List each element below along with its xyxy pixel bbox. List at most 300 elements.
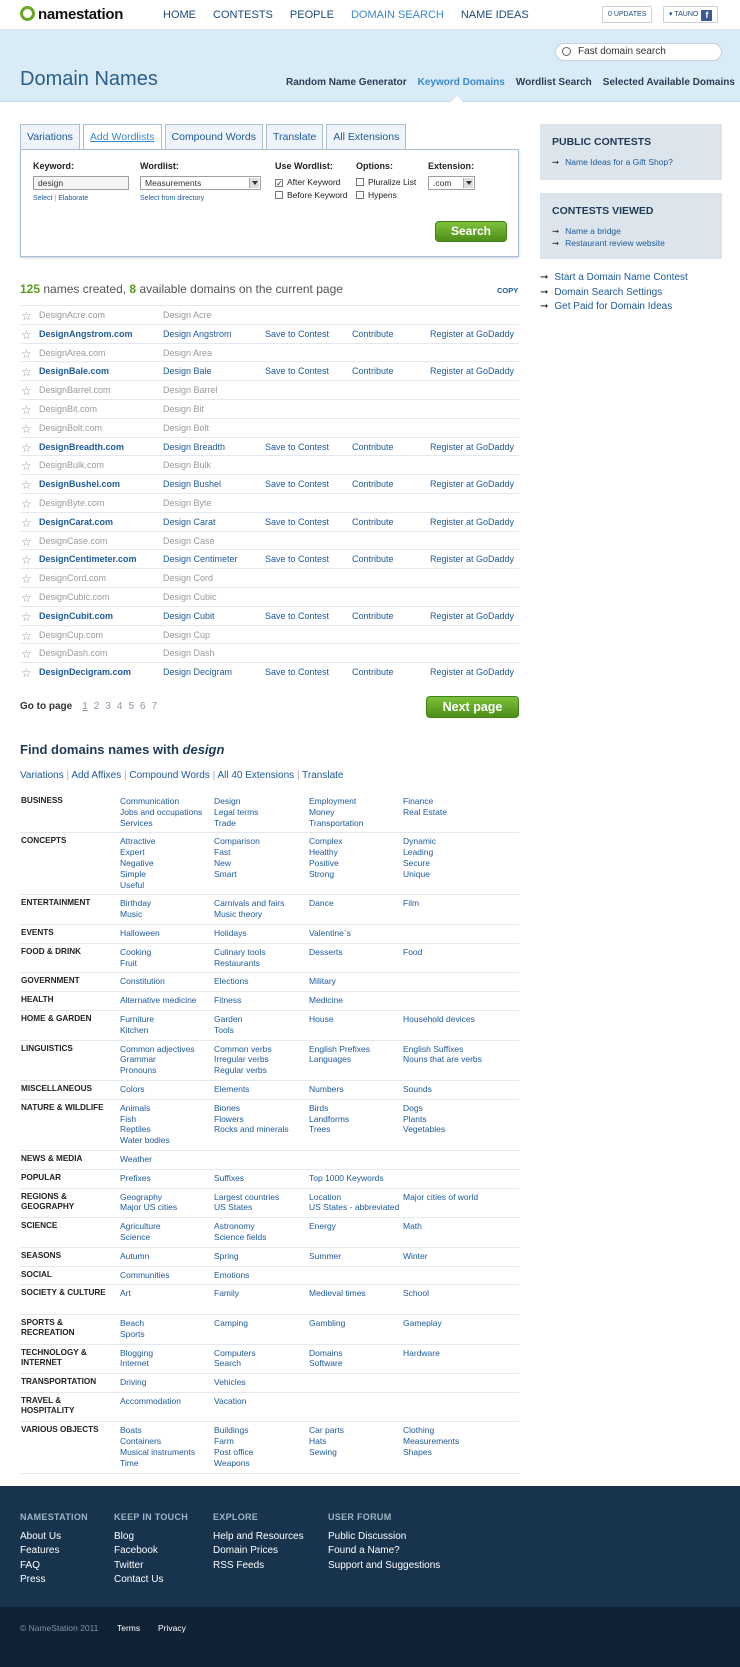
- footer-link[interactable]: Twitter: [114, 1559, 144, 1571]
- category-column: [214, 1251, 239, 1262]
- category-link[interactable]: Military: [309, 976, 336, 987]
- save-to-contest-link[interactable]: Save to Contest: [265, 366, 330, 377]
- star-icon[interactable]: ☆: [21, 365, 32, 380]
- domain-link[interactable]: DesignBulk.com: [39, 460, 105, 471]
- elaborate-link[interactable]: Elaborate: [58, 195, 89, 202]
- domain-link[interactable]: DesignDecigram.com: [39, 667, 132, 678]
- page-link-3[interactable]: 3: [105, 701, 111, 712]
- category-link[interactable]: Science: [120, 1231, 151, 1242]
- category-link[interactable]: Dance: [309, 898, 334, 909]
- public-contest-item[interactable]: ➞ Name Ideas for a Gift Shop?: [552, 157, 673, 167]
- category-link[interactable]: Garden: [214, 1013, 243, 1024]
- star-icon[interactable]: ☆: [21, 402, 32, 417]
- category-link[interactable]: Legal terms: [214, 806, 259, 817]
- register-godaddy-link[interactable]: Register at GoDaddy: [430, 516, 515, 527]
- search-icon: [562, 47, 571, 56]
- category-link[interactable]: Car parts: [309, 1425, 344, 1436]
- category-link[interactable]: Birds: [309, 1102, 329, 1113]
- category-link[interactable]: Spring: [214, 1250, 239, 1261]
- category-link[interactable]: Desserts: [309, 946, 343, 957]
- category-link[interactable]: Autumn: [120, 1250, 150, 1261]
- star-icon[interactable]: ☆: [21, 628, 32, 643]
- category-link[interactable]: Finance: [403, 796, 434, 806]
- before-keyword-checkbox[interactable]: Before Keyword: [275, 190, 347, 200]
- copy-button[interactable]: COPY: [497, 286, 519, 295]
- get-paid-link[interactable]: ➞ Get Paid for Domain Ideas: [540, 301, 673, 312]
- category-link[interactable]: House: [309, 1013, 334, 1024]
- category-link[interactable]: Hardware: [403, 1347, 440, 1358]
- category-link[interactable]: Design: [214, 796, 241, 806]
- category-link[interactable]: Software: [309, 1358, 343, 1369]
- keyword-input[interactable]: design: [33, 176, 129, 190]
- category-link[interactable]: Art: [120, 1288, 131, 1299]
- footer-link[interactable]: About Us: [20, 1530, 62, 1542]
- category-link[interactable]: Internet: [120, 1358, 149, 1369]
- category-link[interactable]: US States - abbreviated: [309, 1202, 400, 1213]
- category-link[interactable]: Smart: [214, 868, 237, 879]
- domain-link[interactable]: DesignCord.com: [39, 573, 107, 584]
- category-link[interactable]: Complex: [309, 836, 343, 847]
- category-column: [120, 1192, 177, 1214]
- domain-link[interactable]: DesignCarat.com: [39, 516, 114, 527]
- nav-item-home[interactable]: HOME: [163, 9, 196, 21]
- find-link-all-40-extensions[interactable]: All 40 Extensions: [217, 770, 295, 781]
- name-text: Design Carat: [163, 516, 216, 527]
- category-link[interactable]: Food: [403, 946, 423, 957]
- footer-link[interactable]: Blog: [114, 1530, 135, 1542]
- category-link[interactable]: School: [403, 1288, 429, 1299]
- tab-add-wordlists[interactable]: Add Wordlists: [83, 124, 162, 150]
- category-link[interactable]: Suffixes: [214, 1172, 245, 1183]
- nav-item-people[interactable]: PEOPLE: [289, 9, 334, 21]
- star-icon[interactable]: ☆: [21, 384, 32, 399]
- viewed-contest-item[interactable]: ➞ Name a bridge: [552, 226, 621, 236]
- register-godaddy-link[interactable]: Register at GoDaddy: [430, 328, 515, 339]
- category-link[interactable]: Medieval times: [309, 1288, 366, 1299]
- save-to-contest-link[interactable]: Save to Contest: [265, 554, 330, 565]
- contribute-link[interactable]: Contribute: [352, 667, 394, 678]
- category-link[interactable]: Largest countries: [214, 1191, 280, 1202]
- category-link[interactable]: Water bodies: [120, 1135, 170, 1146]
- page-link-6[interactable]: 6: [140, 701, 146, 712]
- category-link[interactable]: Tools: [214, 1024, 234, 1035]
- domain-link[interactable]: DesignBarrel.com: [39, 385, 111, 396]
- table-row: [20, 625, 519, 644]
- category-link[interactable]: Birthday: [120, 898, 152, 909]
- category-link[interactable]: Blogging: [120, 1347, 154, 1358]
- category-link[interactable]: Weather: [120, 1153, 152, 1164]
- category-link[interactable]: Secure: [403, 857, 430, 868]
- save-to-contest-link[interactable]: Save to Contest: [265, 667, 330, 678]
- category-link[interactable]: Communication: [120, 796, 180, 806]
- category-column: [120, 947, 151, 969]
- category-link[interactable]: Summer: [309, 1250, 342, 1261]
- category-link[interactable]: Pronouns: [120, 1065, 157, 1076]
- category-link[interactable]: Communities: [120, 1269, 170, 1280]
- category-link[interactable]: Sports: [120, 1328, 145, 1339]
- tab-all-extensions[interactable]: All Extensions: [326, 124, 406, 149]
- category-link[interactable]: Family: [214, 1288, 240, 1299]
- nav-item-name-ideas[interactable]: NAME IDEAS: [460, 9, 529, 21]
- name-text: Design Bolt: [163, 422, 210, 433]
- category-link[interactable]: Farm: [214, 1436, 234, 1447]
- privacy-link[interactable]: Privacy: [158, 1623, 186, 1633]
- footer-link[interactable]: RSS Feeds: [213, 1559, 265, 1571]
- extension-select[interactable]: .com: [428, 176, 475, 190]
- contribute-link[interactable]: Contribute: [352, 554, 394, 565]
- category-link[interactable]: Employment: [309, 796, 357, 806]
- register-godaddy-link[interactable]: Register at GoDaddy: [430, 610, 515, 621]
- category-link[interactable]: US States: [214, 1202, 253, 1213]
- category-link[interactable]: Search: [214, 1358, 241, 1369]
- category-link[interactable]: Kitchen: [120, 1024, 149, 1035]
- subnav-keyword-domains[interactable]: Keyword Domains: [417, 77, 505, 88]
- star-icon[interactable]: ☆: [21, 666, 32, 681]
- category-column: [403, 1251, 428, 1262]
- category-column: [403, 1103, 445, 1135]
- user-menu[interactable]: [663, 6, 718, 23]
- category-link[interactable]: Driving: [120, 1377, 147, 1388]
- logo[interactable]: namestation: [20, 6, 123, 23]
- category-link[interactable]: Animals: [120, 1102, 151, 1113]
- tab-translate[interactable]: Translate: [266, 124, 323, 149]
- category-link[interactable]: Healthy: [309, 847, 338, 858]
- domain-link[interactable]: DesignBreadth.com: [39, 441, 125, 452]
- category-link[interactable]: Buildings: [214, 1425, 249, 1436]
- footer-link[interactable]: Press: [20, 1574, 46, 1585]
- updates-button[interactable]: 0 UPDATES: [602, 6, 652, 23]
- footer-link[interactable]: Facebook: [114, 1545, 158, 1556]
- category-link[interactable]: Sounds: [403, 1083, 432, 1094]
- category-link[interactable]: Time: [120, 1457, 139, 1468]
- category-column: [120, 1288, 131, 1299]
- category-link[interactable]: Colors: [120, 1083, 145, 1094]
- category-link[interactable]: Major US cities: [120, 1202, 178, 1213]
- category-link[interactable]: English Suffixes: [403, 1043, 464, 1054]
- category-link[interactable]: Cooking: [120, 946, 152, 957]
- category-link[interactable]: Culinary tools: [214, 946, 266, 957]
- domain-link[interactable]: DesignCubit.com: [39, 610, 114, 621]
- category-link[interactable]: Common verbs: [214, 1043, 272, 1054]
- category-link[interactable]: Prefixes: [120, 1172, 151, 1183]
- star-icon[interactable]: ☆: [21, 572, 32, 587]
- category-link[interactable]: Regular verbs: [214, 1065, 267, 1076]
- category-link[interactable]: Gameplay: [403, 1317, 442, 1328]
- star-icon[interactable]: ☆: [21, 327, 32, 342]
- after-keyword-checkbox[interactable]: ✓ After Keyword: [276, 177, 341, 188]
- category-link[interactable]: Boats: [120, 1425, 142, 1436]
- tab-compound-words[interactable]: Compound Words: [165, 124, 263, 149]
- public-contests-box: [540, 124, 722, 180]
- domain-link[interactable]: DesignBit.com: [39, 403, 98, 414]
- hypens-checkbox[interactable]: Hypens: [356, 190, 397, 200]
- search-button[interactable]: Search: [435, 221, 507, 242]
- footer-link[interactable]: Contact Us: [114, 1574, 164, 1585]
- category-link[interactable]: Languages: [309, 1054, 352, 1065]
- category-link[interactable]: Alternative medicine: [120, 995, 197, 1006]
- category-link[interactable]: Holidays: [214, 927, 247, 938]
- category-link[interactable]: Shapes: [403, 1447, 432, 1458]
- category-link[interactable]: Fruit: [120, 957, 137, 968]
- category-link[interactable]: Math: [403, 1221, 422, 1232]
- category-link[interactable]: Furniture: [120, 1013, 155, 1024]
- category-column: [403, 1425, 459, 1457]
- star-icon[interactable]: ☆: [21, 459, 32, 474]
- contribute-link[interactable]: Contribute: [352, 328, 394, 339]
- contribute-link[interactable]: Contribute: [352, 610, 394, 621]
- register-godaddy-link[interactable]: Register at GoDaddy: [430, 366, 515, 377]
- category-row: [20, 1170, 519, 1189]
- star-icon[interactable]: ☆: [21, 496, 32, 511]
- footer-link[interactable]: Public Discussion: [328, 1530, 407, 1542]
- wordlist-select[interactable]: Measurements: [140, 176, 261, 190]
- save-to-contest-link[interactable]: Save to Contest: [265, 610, 330, 621]
- category-link[interactable]: Negative: [120, 857, 154, 868]
- category-link[interactable]: Agriculture: [120, 1221, 161, 1232]
- category-link[interactable]: Sewing: [309, 1447, 337, 1458]
- category-link[interactable]: Gambling: [309, 1317, 346, 1328]
- register-godaddy-link[interactable]: Register at GoDaddy: [430, 667, 515, 678]
- star-icon[interactable]: ☆: [21, 478, 32, 493]
- register-godaddy-link[interactable]: Register at GoDaddy: [430, 554, 515, 565]
- category-link[interactable]: Irregular verbs: [214, 1054, 269, 1065]
- category-column: [120, 836, 155, 890]
- register-godaddy-link[interactable]: Register at GoDaddy: [430, 479, 515, 490]
- category-link[interactable]: Fish: [120, 1113, 137, 1124]
- category-link[interactable]: Elements: [214, 1083, 250, 1094]
- category-name: POPULAR: [21, 1172, 62, 1182]
- category-link[interactable]: Landforms: [309, 1113, 350, 1124]
- category-link[interactable]: Trade: [214, 817, 236, 828]
- star-icon[interactable]: ☆: [21, 309, 32, 323]
- footer-link[interactable]: Help and Resources: [213, 1530, 304, 1542]
- category-link[interactable]: Clothing: [403, 1425, 435, 1436]
- category-link[interactable]: Vacation: [214, 1395, 247, 1406]
- arrow-icon: ➞: [552, 157, 560, 167]
- category-link[interactable]: Medicine: [309, 995, 344, 1006]
- fast-search-input[interactable]: Fast domain search: [555, 43, 722, 61]
- table-row: [20, 324, 519, 343]
- save-to-contest-link[interactable]: Save to Contest: [265, 479, 330, 490]
- category-link[interactable]: Comparison: [214, 836, 260, 847]
- find-link-variations[interactable]: Variations: [20, 770, 64, 781]
- category-link[interactable]: Emotions: [214, 1269, 250, 1280]
- subnav-random-name-generator[interactable]: Random Name Generator: [286, 77, 407, 88]
- star-icon[interactable]: ☆: [21, 647, 32, 662]
- category-link[interactable]: Energy: [309, 1221, 336, 1232]
- table-row: [20, 455, 519, 474]
- domain-link[interactable]: DesignAcre.com: [39, 310, 106, 320]
- tab-variations[interactable]: Variations: [20, 124, 80, 149]
- category-link[interactable]: English Prefixes: [309, 1043, 370, 1054]
- star-icon[interactable]: ☆: [21, 553, 32, 568]
- category-link[interactable]: Unique: [403, 868, 430, 879]
- select-directory-link[interactable]: Select from directory: [140, 195, 205, 202]
- domain-link[interactable]: DesignCentimeter.com: [39, 554, 137, 565]
- domain-link[interactable]: DesignDash.com: [39, 648, 108, 659]
- page-link-1[interactable]: 1: [82, 701, 88, 712]
- category-link[interactable]: Transportation: [309, 817, 364, 828]
- nav-item-contests[interactable]: CONTESTS: [213, 9, 273, 21]
- category-link[interactable]: Simple: [120, 868, 146, 879]
- category-link[interactable]: Flowers: [214, 1113, 244, 1124]
- category-link[interactable]: Common adjectives: [120, 1043, 195, 1054]
- save-to-contest-link[interactable]: Save to Contest: [265, 516, 330, 527]
- nav-item-domain-search[interactable]: DOMAIN SEARCH: [350, 9, 444, 21]
- category-link[interactable]: Top 1000 Keywords: [309, 1172, 384, 1183]
- star-icon[interactable]: ☆: [21, 440, 32, 455]
- domain-link[interactable]: DesignArea.com: [39, 347, 106, 358]
- category-link[interactable]: Weapons: [214, 1457, 250, 1468]
- save-to-contest-link[interactable]: Save to Contest: [265, 441, 330, 452]
- footer-link[interactable]: Domain Prices: [213, 1545, 279, 1556]
- category-link[interactable]: Grammar: [120, 1054, 156, 1065]
- pluralize-checkbox[interactable]: Pluralize List: [356, 177, 416, 187]
- star-icon[interactable]: ☆: [21, 534, 32, 549]
- category-link[interactable]: Fast: [214, 847, 231, 858]
- contribute-link[interactable]: Contribute: [352, 516, 394, 527]
- category-link[interactable]: Services: [120, 817, 153, 828]
- category-link[interactable]: Carnivals and fairs: [214, 898, 285, 909]
- terms-link[interactable]: Terms: [117, 1623, 141, 1633]
- category-link[interactable]: Vegetables: [403, 1124, 446, 1135]
- page-link-2[interactable]: 2: [93, 701, 100, 712]
- category-link[interactable]: Hats: [309, 1436, 327, 1447]
- star-icon[interactable]: ☆: [21, 609, 32, 624]
- domain-link[interactable]: DesignCup.com: [39, 629, 104, 640]
- footer-link[interactable]: Features: [20, 1545, 60, 1556]
- category-link[interactable]: Restaurants: [214, 957, 260, 968]
- page-link-7[interactable]: 7: [151, 701, 158, 712]
- domain-link[interactable]: DesignByte.com: [39, 497, 105, 508]
- subnav-selected-available-domains[interactable]: Selected Available Domains: [602, 77, 735, 88]
- category-link[interactable]: Money: [309, 806, 335, 817]
- category-link[interactable]: Strong: [309, 868, 335, 879]
- category-link[interactable]: Attractive: [120, 836, 156, 847]
- category-link[interactable]: Location: [309, 1191, 342, 1202]
- contribute-link[interactable]: Contribute: [352, 441, 394, 452]
- category-link[interactable]: Nouns that are verbs: [403, 1054, 482, 1065]
- domain-link[interactable]: DesignCubic.com: [39, 591, 110, 602]
- footer-link[interactable]: FAQ: [20, 1559, 41, 1571]
- domain-link[interactable]: DesignAngstrom.com: [39, 328, 133, 339]
- category-name: TRANSPORTATION: [21, 1377, 97, 1387]
- category-link[interactable]: Domains: [309, 1347, 343, 1358]
- category-link[interactable]: New: [214, 857, 232, 868]
- category-link[interactable]: Household devices: [403, 1013, 475, 1024]
- category-link[interactable]: Real Estate: [403, 806, 447, 817]
- category-link[interactable]: Rocks and minerals: [214, 1124, 289, 1135]
- domain-link[interactable]: DesignBushel.com: [39, 479, 121, 490]
- category-link[interactable]: Reptiles: [120, 1124, 151, 1135]
- category-link[interactable]: Music theory: [214, 909, 263, 920]
- category-link[interactable]: Plants: [403, 1113, 427, 1124]
- footer-heading: KEEP IN TOUCH: [114, 1512, 189, 1522]
- category-column: [403, 898, 419, 909]
- domain-link[interactable]: DesignBolt.com: [39, 422, 103, 433]
- category-link[interactable]: Science fields: [214, 1231, 267, 1242]
- category-link[interactable]: Halloween: [120, 927, 160, 938]
- category-link[interactable]: Containers: [120, 1436, 162, 1447]
- category-name: MISCELLANEOUS: [21, 1083, 92, 1093]
- contribute-link[interactable]: Contribute: [352, 366, 394, 377]
- category-column: [120, 1251, 149, 1262]
- category-column: [120, 1396, 181, 1407]
- category-link[interactable]: Constitution: [120, 976, 165, 987]
- category-link[interactable]: Valentine`s: [309, 927, 351, 938]
- register-godaddy-link[interactable]: Register at GoDaddy: [430, 441, 515, 452]
- start-contest-link[interactable]: ➞ Start a Domain Name Contest: [540, 272, 688, 283]
- page-link-5[interactable]: 5: [128, 701, 135, 712]
- category-link[interactable]: Trees: [309, 1124, 331, 1135]
- page-link-4[interactable]: 4: [116, 701, 123, 712]
- category-link[interactable]: Useful: [120, 879, 145, 890]
- category-column: [214, 1103, 289, 1135]
- category-link[interactable]: Fitness: [214, 995, 242, 1006]
- category-link[interactable]: Computers: [214, 1347, 256, 1358]
- category-link[interactable]: Elections: [214, 976, 249, 987]
- category-link[interactable]: Dynamic: [403, 836, 437, 847]
- category-link[interactable]: Music: [120, 909, 143, 920]
- find-link-compound-words[interactable]: Compound Words: [129, 770, 210, 781]
- category-link[interactable]: Numbers: [309, 1083, 344, 1094]
- category-name: TRAVEL & HOSPITALITY: [21, 1395, 75, 1416]
- subnav-wordlist-search[interactable]: Wordlist Search: [515, 77, 592, 88]
- category-column: [214, 1192, 279, 1214]
- select-link[interactable]: Select: [33, 195, 53, 202]
- category-link[interactable]: Beach: [120, 1317, 145, 1328]
- find-link-translate[interactable]: Translate: [302, 770, 344, 781]
- viewed-contest-item[interactable]: ➞ Restaurant review website: [552, 238, 665, 248]
- category-link[interactable]: Measurements: [403, 1436, 460, 1447]
- find-link-add-affixes[interactable]: Add Affixes: [71, 770, 122, 781]
- category-link[interactable]: Major cities of world: [403, 1191, 479, 1202]
- category-link[interactable]: Positive: [309, 857, 339, 868]
- star-icon[interactable]: ☆: [21, 590, 32, 605]
- next-page-button[interactable]: Next page: [426, 696, 519, 718]
- category-link[interactable]: Astronomy: [214, 1221, 255, 1232]
- category-link[interactable]: Jobs and occupations: [120, 806, 203, 817]
- domain-link[interactable]: DesignBale.com: [39, 366, 110, 377]
- save-to-contest-link[interactable]: Save to Contest: [265, 328, 330, 339]
- category-link[interactable]: Post office: [214, 1447, 254, 1458]
- contribute-link[interactable]: Contribute: [352, 479, 394, 490]
- category-link[interactable]: Camping: [214, 1317, 249, 1328]
- arrow-icon: ➞: [540, 301, 549, 312]
- footer-link[interactable]: Support and Suggestions: [328, 1559, 441, 1571]
- star-icon[interactable]: ☆: [21, 346, 32, 361]
- search-settings-link[interactable]: ➞ Domain Search Settings: [540, 286, 663, 298]
- category-row: [20, 1393, 519, 1423]
- star-icon[interactable]: ☆: [21, 515, 32, 530]
- star-icon[interactable]: ☆: [21, 421, 32, 436]
- footer-link[interactable]: Found a Name?: [328, 1545, 400, 1556]
- category-column: [309, 947, 343, 958]
- category-link[interactable]: Film: [403, 898, 420, 909]
- page-banner: [0, 30, 740, 102]
- category-link[interactable]: Leading: [403, 847, 434, 858]
- category-link[interactable]: Biones: [214, 1102, 240, 1113]
- category-link[interactable]: Vehicles: [214, 1377, 246, 1388]
- category-link[interactable]: Winter: [403, 1250, 428, 1261]
- category-link[interactable]: Expert: [120, 847, 145, 858]
- domain-link[interactable]: DesignCase.com: [39, 535, 108, 546]
- link-separator: |: [212, 770, 216, 781]
- category-link[interactable]: Accommodation: [120, 1395, 181, 1406]
- category-link[interactable]: Geography: [120, 1191, 163, 1202]
- category-link[interactable]: Dogs: [403, 1102, 423, 1113]
- category-link[interactable]: Musical instruments: [120, 1447, 196, 1458]
